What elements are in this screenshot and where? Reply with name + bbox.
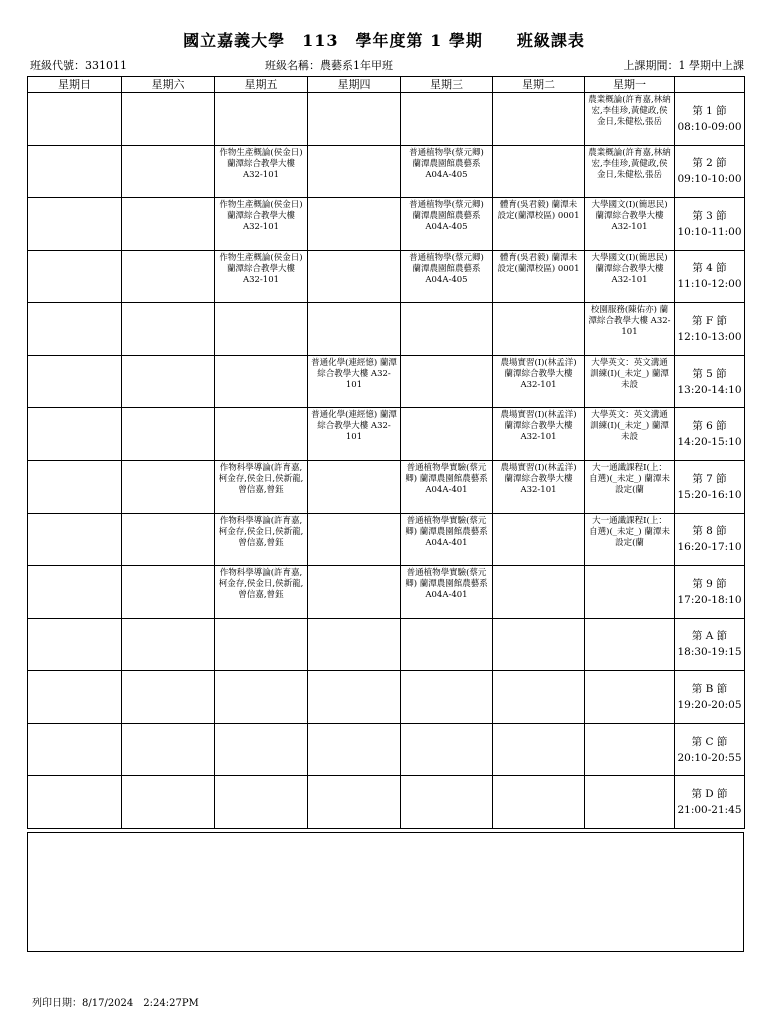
course-cell: [585, 566, 675, 619]
course-cell: [215, 723, 308, 776]
course-cell: [308, 303, 401, 356]
period-label-cell: [675, 618, 745, 671]
weekday-header: 星期五: [215, 77, 308, 93]
course-cell: 普通植物學(蔡元卿) 蘭潭農園館農藝系 A04A-405: [401, 198, 493, 251]
course-cell: [28, 776, 122, 829]
course-cell: [308, 145, 401, 198]
period-label: 第 F 節: [692, 315, 727, 328]
course-cell: 普通植物學實驗(蔡元卿) 蘭潭農園館農藝系 A04A-401: [401, 460, 493, 513]
course-cell: [28, 303, 122, 356]
period-label: 第 9 節: [692, 577, 727, 590]
course-cell: [28, 250, 122, 303]
course-cell: [122, 303, 215, 356]
period-label-cell: [675, 408, 745, 461]
course-cell: [308, 776, 401, 829]
course-cell: [215, 671, 308, 724]
course-cell: [493, 723, 585, 776]
weekday-header: 星期一: [585, 77, 675, 93]
course-cell: [122, 566, 215, 619]
period-row: [28, 355, 745, 408]
period-row: [28, 408, 745, 461]
course-cell: 作物科學導論(許育嘉,柯金存,侯金日,侯新龍,曾信嘉,曾鈺: [215, 566, 308, 619]
course-cell: 體育(吳君毅) 蘭潭未設定(蘭潭校區) 0001: [493, 250, 585, 303]
course-cell: 大一通識課程I(上：自選)(_未定_) 蘭潭未設定(蘭: [585, 460, 675, 513]
course-cell: [493, 93, 585, 146]
period-row: [28, 566, 745, 619]
course-cell: 普通化學(連經憶) 蘭潭綜合教學大樓 A32-101: [308, 355, 401, 408]
course-cell: [401, 671, 493, 724]
class-code: 班級代號：331011: [30, 59, 127, 72]
course-cell: [585, 723, 675, 776]
course-cell: [28, 93, 122, 146]
course-cell: 普通化學(連經憶) 蘭潭綜合教學大樓 A32-101: [308, 408, 401, 461]
course-cell: [401, 776, 493, 829]
course-cell: [308, 460, 401, 513]
course-cell: 作物生產概論(侯金日) 蘭潭綜合教學大樓 A32-101: [215, 250, 308, 303]
course-cell: [401, 408, 493, 461]
course-cell: 農場實習(I)(林孟洋) 蘭潭綜合教學大樓 A32-101: [493, 408, 585, 461]
period-header: [675, 77, 745, 93]
course-cell: 大學國文(I)(簡思民) 蘭潭綜合教學大樓 A32-101: [585, 250, 675, 303]
course-cell: [401, 303, 493, 356]
period-label-cell: [675, 671, 745, 724]
period-row: [28, 93, 745, 146]
period-row: [28, 145, 745, 198]
course-cell: 大一通識課程I(上：自選)(_未定_) 蘭潭未設定(蘭: [585, 513, 675, 566]
course-cell: [401, 618, 493, 671]
course-cell: 農業概論(許育嘉,林納宏,李佳珍,黃健政,侯金日,朱健松,張岳: [585, 93, 675, 146]
course-cell: 體育(吳君毅) 蘭潭未設定(蘭潭校區) 0001: [493, 198, 585, 251]
period-label: 第 5 節: [692, 367, 727, 380]
schedule-table: [27, 76, 745, 829]
course-cell: 作物生產概論(侯金日) 蘭潭綜合教學大樓 A32-101: [215, 145, 308, 198]
period-label-cell: [675, 513, 745, 566]
course-cell: 普通植物學實驗(蔡元卿) 蘭潭農園館農藝系 A04A-401: [401, 513, 493, 566]
period-row: [28, 671, 745, 724]
course-cell: [493, 513, 585, 566]
course-cell: [28, 408, 122, 461]
course-cell: [308, 513, 401, 566]
course-cell: [28, 723, 122, 776]
course-cell: [493, 145, 585, 198]
course-cell: [28, 355, 122, 408]
course-cell: [215, 355, 308, 408]
course-cell: 農場實習(I)(林孟洋) 蘭潭綜合教學大樓 A32-101: [493, 355, 585, 408]
course-cell: [28, 198, 122, 251]
course-cell: [122, 513, 215, 566]
course-cell: [215, 618, 308, 671]
course-cell: [122, 408, 215, 461]
weekday-header: 星期六: [122, 77, 215, 93]
period-row: [28, 776, 745, 829]
period-row: [28, 618, 745, 671]
course-cell: [215, 776, 308, 829]
course-cell: [585, 618, 675, 671]
weekday-header: 星期二: [493, 77, 585, 93]
course-cell: [493, 618, 585, 671]
period-row: [28, 250, 745, 303]
period-row: [28, 198, 745, 251]
course-cell: 校園服務(陳佑亦) 蘭潭綜合教學大樓 A32-101: [585, 303, 675, 356]
course-cell: [308, 618, 401, 671]
course-cell: [122, 460, 215, 513]
course-cell: 普通植物學實驗(蔡元卿) 蘭潭農園館農藝系 A04A-401: [401, 566, 493, 619]
course-cell: [585, 671, 675, 724]
period-label: 第 B 節: [691, 682, 728, 695]
period-label-cell: [675, 303, 745, 356]
period-label: 第 D 節: [691, 788, 728, 801]
course-cell: [122, 93, 215, 146]
course-cell: 大學英文：英文溝通訓練(I)(_未定_) 蘭潭未設: [585, 408, 675, 461]
period-time: 12:10-13:00: [677, 331, 742, 344]
period-label-cell: [675, 566, 745, 619]
notes-box: [27, 832, 744, 952]
course-cell: [28, 566, 122, 619]
course-cell: 作物科學導論(許育嘉,柯金存,侯金日,侯新龍,曾信嘉,曾鈺: [215, 460, 308, 513]
weekday-header-row: [28, 77, 745, 93]
course-cell: 大學英文：英文溝通訓練(I)(_未定_) 蘭潭未設: [585, 355, 675, 408]
course-cell: [215, 93, 308, 146]
course-cell: [122, 618, 215, 671]
period-time: 18:30-19:15: [677, 646, 742, 659]
period-row: [28, 513, 745, 566]
course-cell: [28, 618, 122, 671]
course-cell: [585, 776, 675, 829]
page-title: 國立嘉義大學 113 學年度第 1 學期 班級課表: [183, 31, 585, 50]
course-cell: 普通植物學(蔡元卿) 蘭潭農園館農藝系 A04A-405: [401, 145, 493, 198]
period-label-cell: [675, 93, 745, 146]
weekday-header: 星期四: [308, 77, 401, 93]
period-time: 20:10-20:55: [677, 751, 742, 764]
period-label: 第 A 節: [691, 630, 728, 643]
period-time: 14:20-15:10: [677, 436, 742, 449]
course-cell: [122, 145, 215, 198]
course-cell: 作物科學導論(許育嘉,柯金存,侯金日,侯新龍,曾信嘉,曾鈺: [215, 513, 308, 566]
course-cell: 農場實習(I)(林孟洋) 蘭潭綜合教學大樓 A32-101: [493, 460, 585, 513]
course-cell: [122, 198, 215, 251]
period-row: [28, 303, 745, 356]
course-cell: [28, 513, 122, 566]
period-time: 09:10-10:00: [677, 173, 742, 186]
period-label-cell: [675, 145, 745, 198]
course-cell: [122, 355, 215, 408]
period-label: 第 4 節: [692, 262, 727, 275]
weekday-header: 星期三: [401, 77, 493, 93]
course-cell: [493, 671, 585, 724]
period-time: 19:20-20:05: [677, 698, 742, 711]
course-cell: 作物生產概論(侯金日) 蘭潭綜合教學大樓 A32-101: [215, 198, 308, 251]
course-cell: [28, 460, 122, 513]
period-time: 15:20-16:10: [677, 488, 742, 501]
course-cell: [28, 145, 122, 198]
course-cell: [308, 566, 401, 619]
period-label: 第 C 節: [691, 735, 728, 748]
course-period: 上課期間：1 學期中上課: [623, 59, 744, 72]
period-time: 21:00-21:45: [677, 804, 742, 817]
course-cell: [308, 198, 401, 251]
period-label: 第 7 節: [692, 472, 727, 485]
period-time: 10:10-11:00: [677, 225, 742, 238]
period-label: 第 1 節: [692, 104, 727, 117]
course-cell: [122, 723, 215, 776]
period-time: 17:20-18:10: [677, 593, 742, 606]
period-label-cell: [675, 723, 745, 776]
course-cell: [122, 250, 215, 303]
period-label-cell: [675, 776, 745, 829]
course-cell: [308, 671, 401, 724]
course-cell: [122, 776, 215, 829]
period-time: 11:10-12:00: [677, 278, 742, 291]
print-date: 列印日期：8/17/2024 2:24:27PM: [32, 998, 199, 1009]
period-label-cell: [675, 250, 745, 303]
course-cell: [122, 671, 215, 724]
course-cell: [493, 566, 585, 619]
course-cell: [493, 303, 585, 356]
course-cell: 普通植物學(蔡元卿) 蘭潭農園館農藝系 A04A-405: [401, 250, 493, 303]
period-row: [28, 460, 745, 513]
period-time: 13:20-14:10: [677, 383, 742, 396]
period-time: 08:10-09:00: [677, 120, 742, 133]
course-cell: [308, 93, 401, 146]
period-label-cell: [675, 198, 745, 251]
period-label-cell: [675, 355, 745, 408]
course-cell: [28, 671, 122, 724]
course-cell: [401, 355, 493, 408]
course-cell: 農業概論(許育嘉,林納宏,李佳珍,黃健政,侯金日,朱健松,張岳: [585, 145, 675, 198]
course-cell: [215, 303, 308, 356]
course-cell: [401, 93, 493, 146]
course-cell: [401, 723, 493, 776]
course-cell: [215, 408, 308, 461]
course-cell: [308, 250, 401, 303]
course-cell: [308, 723, 401, 776]
class-name: 班級名稱：農藝系1年甲班: [265, 59, 393, 72]
period-label: 第 8 節: [692, 525, 727, 538]
period-label: 第 2 節: [692, 157, 727, 170]
course-cell: 大學國文(I)(簡思民) 蘭潭綜合教學大樓 A32-101: [585, 198, 675, 251]
period-label-cell: [675, 460, 745, 513]
period-row: [28, 723, 745, 776]
period-label: 第 6 節: [692, 420, 727, 433]
course-cell: [493, 776, 585, 829]
weekday-header: 星期日: [28, 77, 122, 93]
period-time: 16:20-17:10: [677, 541, 742, 554]
period-label: 第 3 節: [692, 209, 727, 222]
